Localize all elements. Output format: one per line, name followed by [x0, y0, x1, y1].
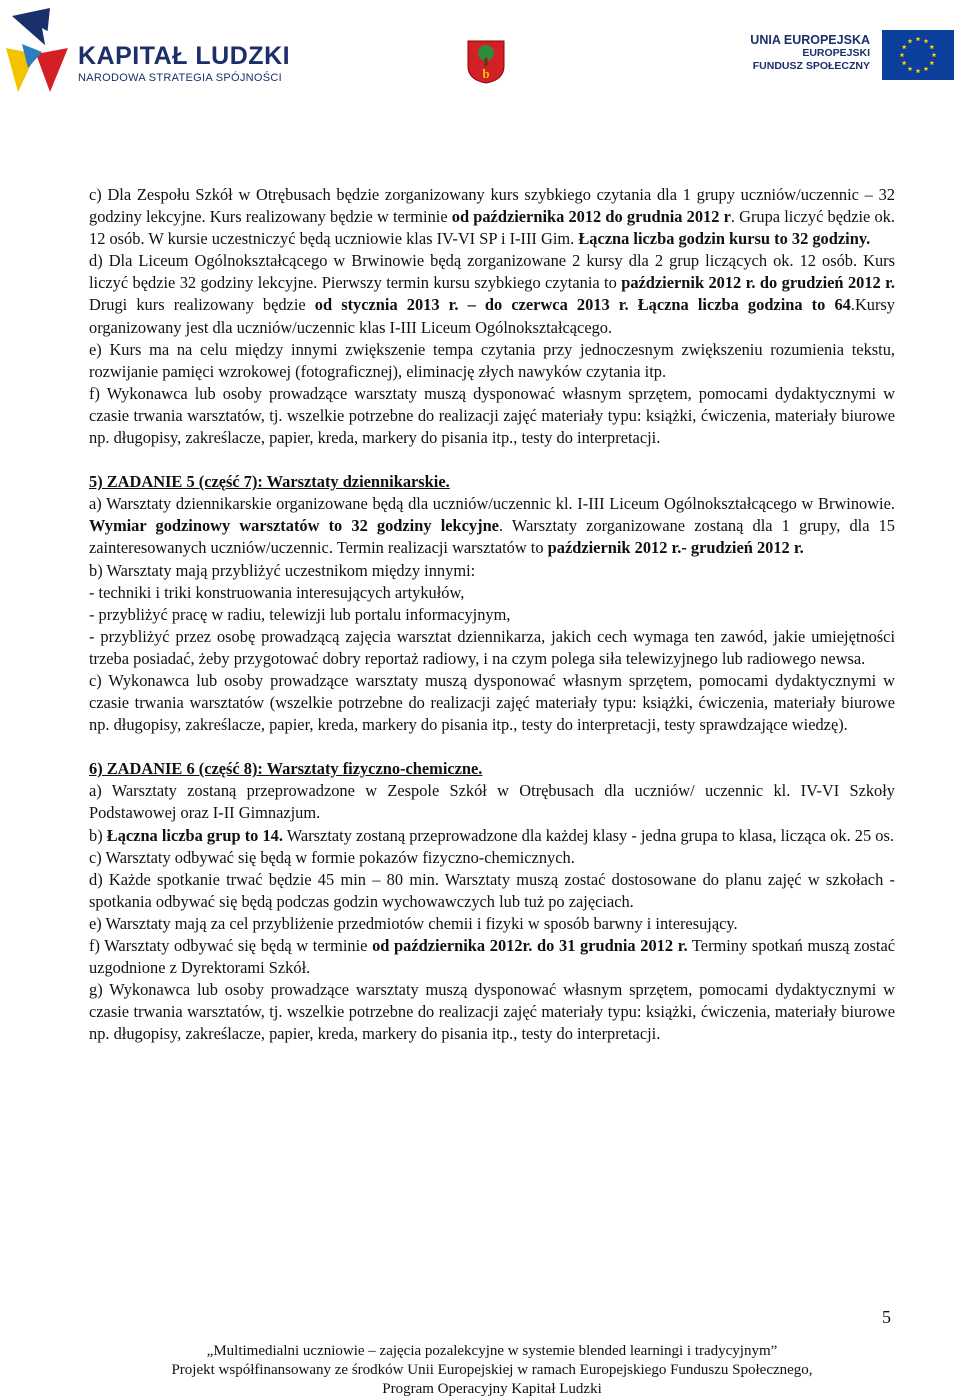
task5-item-c: [89, 670, 895, 736]
task6-item-c: [89, 847, 895, 869]
text-run: b): [89, 825, 107, 845]
eu-line3: FUNDUSZ SPOŁECZNY: [752, 60, 870, 72]
task6-item-e: [89, 913, 895, 935]
text-run: e) Kurs ma na celu między innymi zwiększenie tempa czytania przy jednoczesnym zwiększeniu rozumienia tekstu, rozwijanie pamięci wzrokowej (fotograficznej), eliminację złych nawyków czytania itp.: [89, 339, 895, 381]
task6-item-d: [89, 869, 895, 913]
footer-program: Program Operacyjny Kapitał Ludzki: [382, 1381, 602, 1397]
task6-item-g: [89, 979, 895, 1045]
bold-text-run: od października 2012r. do 31 grudnia 2012 r.: [372, 936, 688, 955]
text-run: Drugi kurs realizowany będzie: [89, 295, 315, 315]
task6-item-b: [89, 825, 895, 847]
text-run: c) Warsztaty odbywać się będą w formie pokazów fizyczno-chemicznych.: [89, 847, 575, 867]
text-run: - przybliżyć pracę w radiu, telewizji lub portalu informacyjnym,: [89, 604, 511, 624]
page-header: [0, 0, 960, 100]
text-run: b) Warsztaty mają przybliżyć uczestnikom między innymi:: [89, 560, 476, 580]
task4-item-e: [89, 339, 895, 383]
text-run: f) Wykonawca lub osoby prowadzące warsztaty muszą dysponować własnym sprzętem, pomocami dydaktycznymi w czasie trwania warsztatów, tj. wszelkie potrzebne do realizacji zajęć materiały typu: książki, ćwiczenia, materiały biurowe np. długopisy, zakreślacze, papier, kreda, markery do pisania itp., testy do interpretacji.: [89, 383, 895, 448]
text-run: c) Dla Zespołu Szkół w Otrębusach będzie zorganizowany kurs szybkiego czytania dla 1 grupy uczniów/uczennic – 32 godziny lekcyjne. Kurs realizowany będzie w terminie: [89, 185, 895, 227]
bold-text-run: październik 2012 r. do grudzień 2012 r.: [621, 273, 895, 293]
text-run: e) Warsztaty mają za cel przybliżenie przedmiotów chemii i fizyki w sposób barwny i interesujący.: [89, 913, 738, 933]
document-body: [89, 184, 895, 1045]
page-number: 5: [882, 1307, 891, 1327]
kapital-ludzki-subtitle: NARODOWA STRATEGIA SPÓJNOŚCI: [78, 72, 282, 84]
text-run: . Grupa liczyć będzie ok. 12 osób. W kursie uczestniczyć będą uczniowie klas IV-VI SP i I-III Gim.: [89, 207, 895, 249]
brwinow-crest-icon: [467, 40, 505, 84]
text-run: d) Każde spotkanie trwać będzie 45 min – 80 min. Warsztaty muszą zostać dostosowane do planu zajęć w szkołach - spotkania odbywać się będą podczas godzin wychowawczych lub tuż po zajęciach.: [89, 869, 895, 911]
task5-item-b-bullet-1: [89, 582, 895, 604]
text-run: Terminy spotkań muszą zostać uzgodnione z Dyrektorami Szkół.: [89, 936, 895, 978]
eu-logo-text: [744, 34, 870, 73]
text-run: . Warsztaty zorganizowane zostaną dla 1 grupy, dla 15 zainteresowanych uczniów/uczennic. Termin realizacji warsztatów to: [89, 516, 895, 558]
spacer: [89, 736, 895, 758]
text-run: Warsztaty zostaną przeprowadzone dla każdej klasy - jedna grupa to klasa, licząca ok. 25 os.: [282, 825, 894, 845]
eu-efs-logo: [744, 30, 954, 80]
bold-text-run: Łączna liczba godzin kursu to 32 godziny.: [578, 229, 871, 249]
bold-text-run: Wymiar godzinowy warsztatów to 32 godziny lekcyjne: [89, 516, 499, 536]
bold-text-run: październik 2012 r.- grudzień 2012 r.: [547, 538, 804, 558]
text-run: a) Warsztaty zostaną przeprowadzone w Zespole Szkół w Otrębusach dla uczniów/ uczennic kl. IV-VI Szkoły Podstawowej oraz I-II Gimnazjum.: [89, 781, 895, 823]
text-run: - techniki i triki konstruowania interesujących artykułów,: [89, 582, 465, 602]
kapital-ludzki-star-icon: [6, 8, 68, 92]
task5-item-b: [89, 560, 895, 582]
footer-cofinancing: Projekt współfinansowany ze środków Unii Europejskiej w ramach Europejskiego Funduszu Społecznego,: [171, 1362, 813, 1378]
kapital-ludzki-logo: [6, 8, 291, 92]
task5-heading: 5) ZADANIE 5 (część 7): Warsztaty dziennikarskie.: [89, 472, 450, 492]
task6-item-a: [89, 780, 895, 824]
task5-item-b-bullet-3: [89, 626, 895, 670]
bold-text-run: Łączna liczba grup to 14.: [106, 825, 283, 845]
task6-heading: 6) ZADANIE 6 (część 8): Warsztaty fizyczno-chemiczne.: [89, 759, 483, 779]
text-run: d) Dla Liceum Ogólnokształcącego w Brwinowie będą zorganizowane 2 kursy dla 2 grup liczących ok. 12 osób. Kurs liczyć będzie 32 godziny lekcyjne. Pierwszy termin kursu szybkiego czytania to: [89, 251, 895, 293]
task6-item-f: [89, 935, 895, 979]
task4-item-d: [89, 250, 895, 338]
bold-text-run: od stycznia 2013 r. – do czerwca 2013 r. Łączna liczba godzina to 64: [314, 295, 851, 315]
eu-flag-icon: [882, 30, 954, 80]
eu-line2: EUROPEJSKI: [802, 47, 870, 59]
footer-project-title: „Multimedialni uczniowie – zajęcia pozalekcyjne w systemie blended learningi i tradycyjnym”: [206, 1343, 778, 1359]
text-run: a) Warsztaty dziennikarskie organizowane będą dla uczniów/uczennic kl. I-III Liceum Ogólnokształcącego w Brwinowie.: [89, 494, 895, 514]
text-run: c) Wykonawca lub osoby prowadzące warsztaty muszą dysponować własnym sprzętem, pomocami dydaktycznymi w czasie trwania warsztatów (wszelkie potrzebne do realizacji zajęć materiały typu: książki, ćwiczenia, materiały biurowe np. długopisy, zakreślacze, papier, kreda, markery do pisania itp., testy do interpretacji, testy sprawdzające wiedzę).: [89, 670, 895, 735]
page-footer: [89, 1342, 895, 1399]
task5-item-a: [89, 493, 895, 559]
text-run: .Kursy organizowany jest dla uczniów/uczennic klas I-III Liceum Ogólnokształcącego.: [89, 295, 896, 337]
task5-item-b-bullet-2: [89, 604, 895, 626]
text-run: g) Wykonawca lub osoby prowadzące warsztaty muszą dysponować własnym sprzętem, pomocami dydaktycznymi w czasie trwania warsztatów, tj. wszelkie potrzebne do realizacji zajęć materiały typu: książki, ćwiczenia, materiały biurowe np. długopisy, zakreślacze, papier, kreda, markery do pisania itp., testy do interpretacji.: [89, 980, 895, 1044]
text-run: f) Warsztaty odbywać się będą w terminie: [89, 936, 373, 955]
bold-text-run: od października 2012 do grudnia 2012 r: [451, 207, 731, 227]
task4-item-f: [89, 383, 895, 449]
svg-text:b: b: [482, 66, 490, 81]
task4-item-c: [89, 184, 895, 250]
eu-line1: UNIA EUROPEJSKA: [750, 33, 870, 47]
kapital-ludzki-title: KAPITAŁ LUDZKI: [78, 42, 291, 70]
spacer: [89, 449, 895, 471]
text-run: - przybliżyć przez osobę prowadzącą zajęcia warsztat dziennikarza, jakich cech wymaga ten zawód, jakie umiejętności trzeba posiadać, żeby przygotować dobry reportaż radiowy, i na czym polega siła telewizyjnego lub radiowego newsa.: [89, 626, 895, 668]
